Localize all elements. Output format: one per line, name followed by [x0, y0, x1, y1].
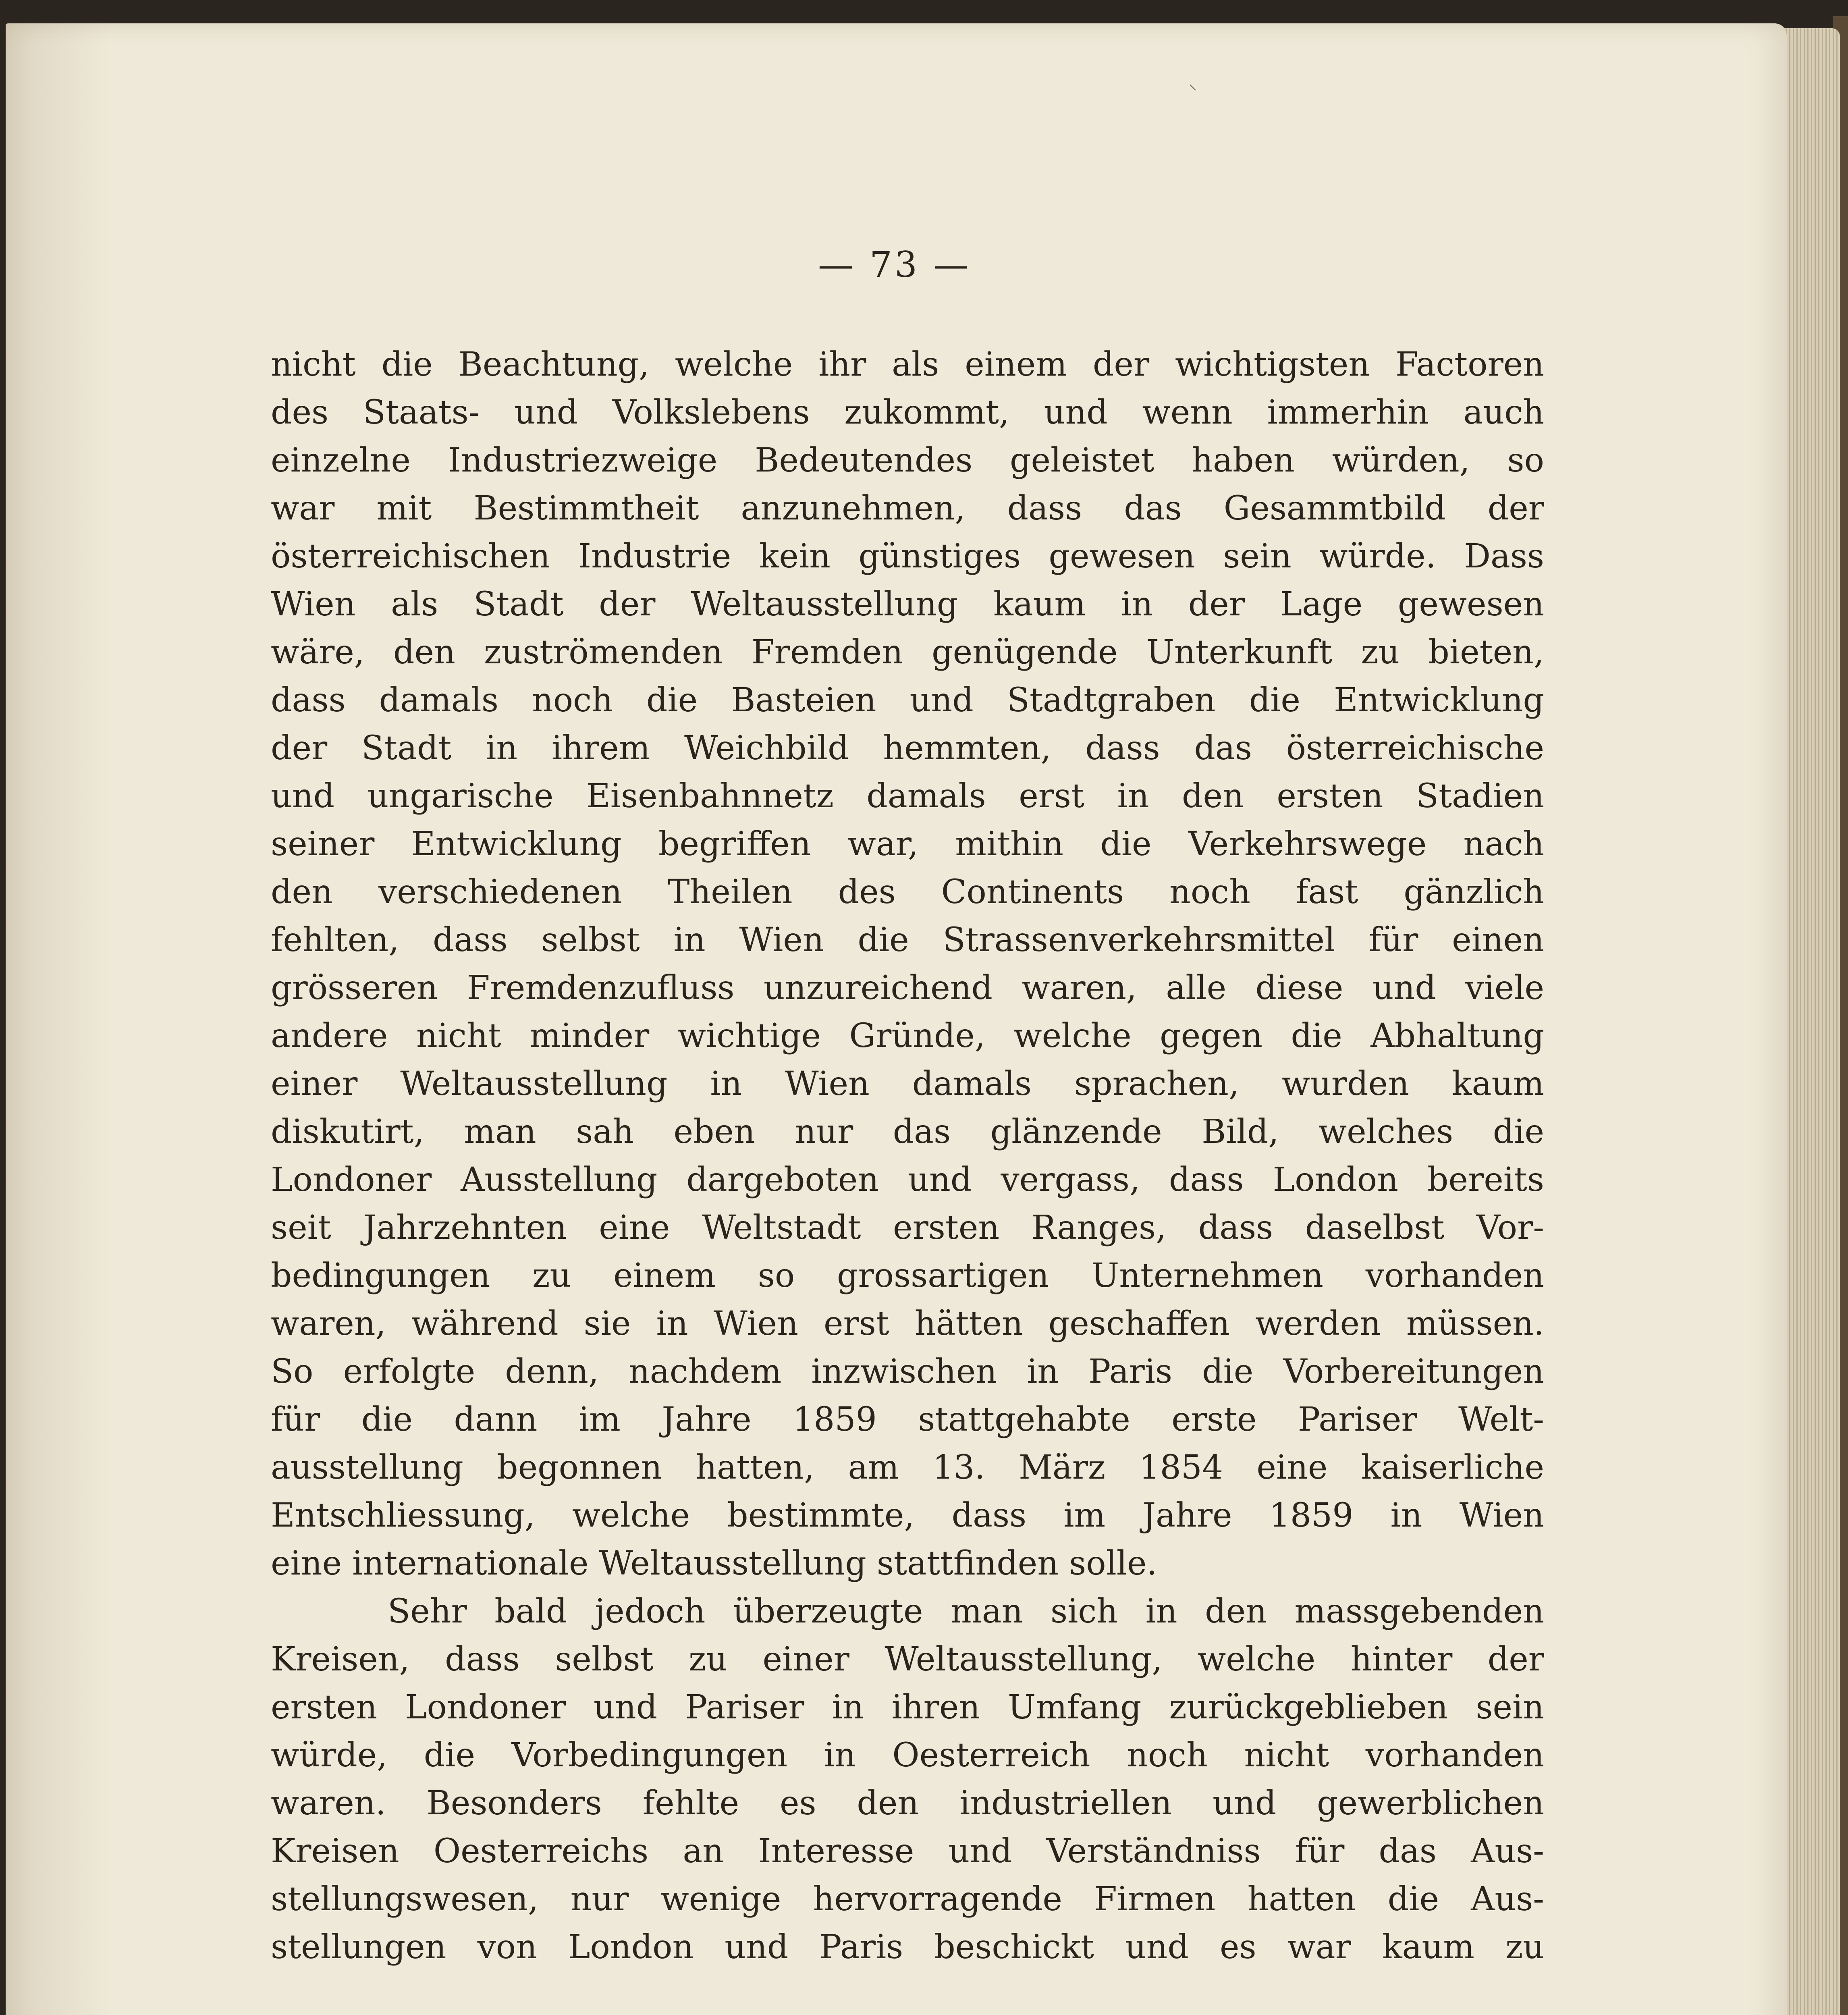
text-line: Kreisen, dass selbst zu einer Weltausstellung, welche hinter der	[271, 1640, 1544, 1678]
text-line: eine internationale Weltausstellung stattfinden solle.	[271, 1544, 1157, 1583]
text-line: stellungswesen, nur wenige hervorragende Firmen hatten die Aus-	[271, 1880, 1544, 1918]
page-number: — 73 —	[818, 244, 971, 285]
text-line: des Staats- und Volkslebens zukommt, und wenn immerhin auch	[271, 393, 1544, 432]
text-line: einer Weltausstellung in Wien damals sprachen, wurden kaum	[271, 1065, 1544, 1103]
text-line: dass damals noch die Basteien und Stadtgraben die Entwicklung	[271, 681, 1544, 719]
text-line: einzelne Industriezweige Bedeutendes geleistet haben würden, so	[271, 441, 1544, 480]
text-line: ausstellung begonnen hatten, am 13. März 1854 eine kaiserliche	[271, 1448, 1544, 1487]
text-line: der Stadt in ihrem Weichbild hemmten, dass das österreichische	[271, 729, 1544, 767]
body-text	[271, 341, 1544, 1971]
text-line: den verschiedenen Theilen des Continents noch fast gänzlich	[271, 873, 1544, 911]
text-line: diskutirt, man sah eben nur das glänzende Bild, welches die	[271, 1113, 1544, 1151]
text-line: österreichischen Industrie kein günstiges gewesen sein würde. Dass	[271, 537, 1544, 575]
text-line: fehlten, dass selbst in Wien die Strassenverkehrsmittel für einen	[271, 921, 1544, 959]
text-line: bedingungen zu einem so grossartigen Unternehmen vorhanden	[271, 1257, 1544, 1295]
text-line: und ungarische Eisenbahnnetz damals erst in den ersten Stadien	[271, 777, 1544, 815]
text-line: Entschliessung, welche bestimmte, dass im Jahre 1859 in Wien	[271, 1496, 1544, 1535]
text-line: ersten Londoner und Pariser in ihren Umfang zurückgeblieben sein	[271, 1688, 1544, 1726]
text-line: grösseren Fremdenzufluss unzureichend waren, alle diese und viele	[271, 969, 1544, 1007]
text-line: seit Jahrzehnten eine Weltstadt ersten Ranges, dass daselbst Vor-	[271, 1209, 1544, 1247]
text-line: Wien als Stadt der Weltausstellung kaum in der Lage gewesen	[271, 585, 1544, 623]
text-line: wäre, den zuströmenden Fremden genügende Unterkunft zu bieten,	[271, 633, 1544, 671]
text-line: stellungen von London und Paris beschickt und es war kaum zu	[271, 1928, 1544, 1966]
text-line: Kreisen Oesterreichs an Interesse und Verständniss für das Aus-	[271, 1832, 1544, 1870]
text-line: seiner Entwicklung begriffen war, mithin die Verkehrswege nach	[271, 825, 1544, 863]
text-line: war mit Bestimmtheit anzunehmen, dass das Gesammtbild der	[271, 489, 1544, 528]
text-line: waren, während sie in Wien erst hätten geschaffen werden müssen.	[271, 1305, 1544, 1343]
paragraph-2	[271, 1587, 1544, 1971]
spine-shadow	[6, 23, 110, 2015]
text-line: So erfolgte denn, nachdem inzwischen in Paris die Vorbereitungen	[271, 1352, 1544, 1391]
paragraph-1	[271, 341, 1544, 1587]
text-line: nicht die Beachtung, welche ihr als einem der wichtigsten Factoren	[271, 345, 1544, 384]
ink-speck: ⸌	[1189, 81, 1197, 100]
text-line: waren. Besonders fehlte es den industriellen und gewerblichen	[271, 1784, 1544, 1822]
text-line: Londoner Ausstellung dargeboten und vergass, dass London bereits	[271, 1161, 1544, 1199]
text-line: für die dann im Jahre 1859 stattgehabte erste Pariser Welt-	[271, 1400, 1544, 1439]
text-line: Sehr bald jedoch überzeugte man sich in den massgebenden	[388, 1592, 1544, 1631]
text-line: würde, die Vorbedingungen in Oesterreich noch nicht vorhanden	[271, 1736, 1544, 1774]
text-line: andere nicht minder wichtige Gründe, welche gegen die Abhaltung	[271, 1017, 1544, 1055]
